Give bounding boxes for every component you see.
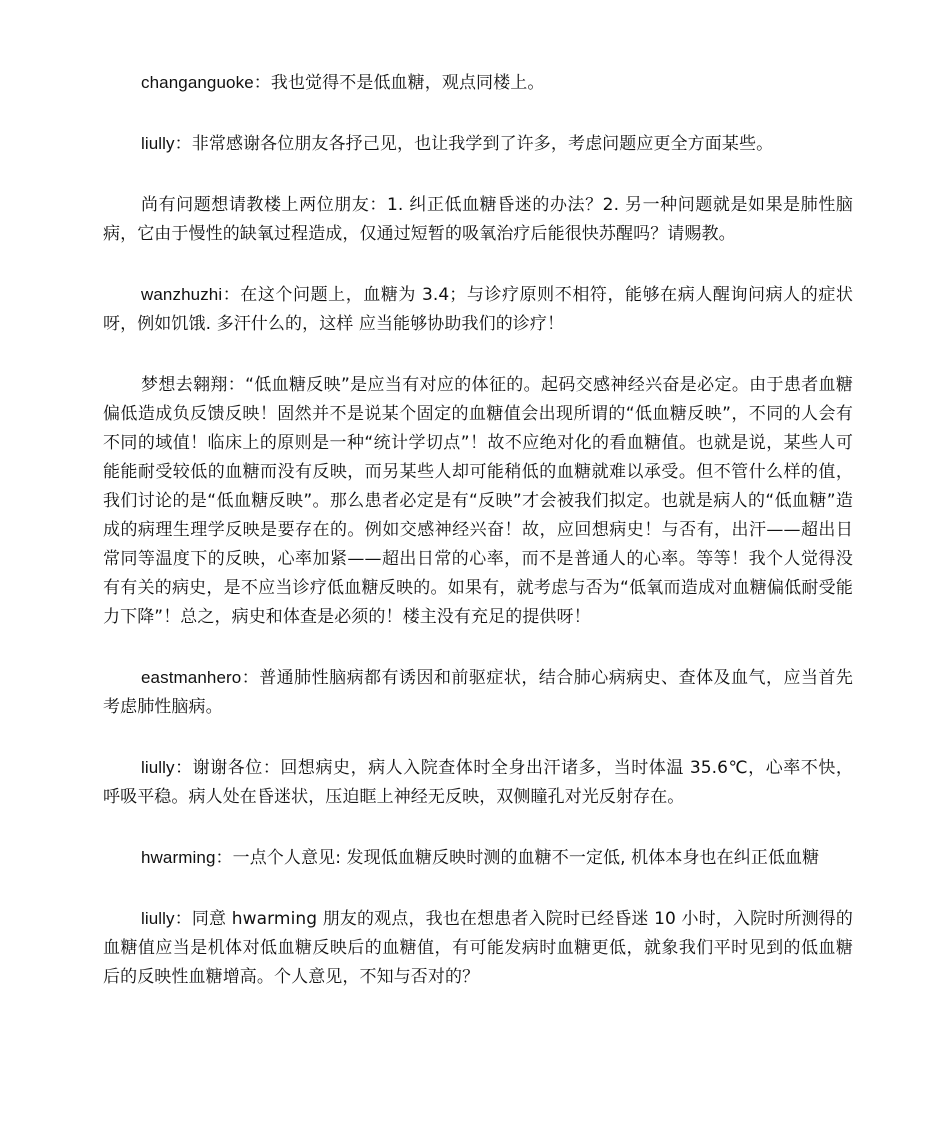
author-separator: ： <box>174 909 192 929</box>
post-text: 谢谢各位：回想病史，病人入院查体时全身出汗诸多，当时体温 35.6℃，心率不快，呼吸平稳。病人处在昏迷状，压迫眶上神经无反映，双侧瞳孔对光反射存在。 <box>103 758 853 807</box>
post-text: 非常感谢各位朋友各抒己见，也让我学到了许多，考虑问题应更全方面某些。 <box>191 134 774 154</box>
author-separator: ： <box>253 73 271 93</box>
post-5 <box>103 370 853 632</box>
post-author: liully <box>141 909 175 928</box>
post-text: 在这个问题上，血糖为 3.4；与诊疗原则不相符，能够在病人醒询问病人的症状呀，例如饥饿. 多汗什么的，这样 应当能够协助我们的诊疗！ <box>103 285 853 334</box>
author-separator: ： <box>241 668 260 688</box>
author-separator: ： <box>174 134 192 154</box>
forum-thread <box>103 68 853 1023</box>
post-text: “低血糖反映”是应当有对应的体征的。起码交感神经兴奋是必定。由于患者血糖偏低造成负反馈反映！固然并不是说某个固定的血糖值会出现所谓的“低血糖反映”，不同的人会有不同的域值！临床上的原则是一种“统计学切点”！故不应绝对化的看血糖值。也就是说，某些人可能能耐受较低的血糖而没有反映，而另某些人却可能稍低的血糖就难以承受。但不管什么样的值，我们讨论的是“低血糖反映”。那么患者必定是有“反映”才会被我们拟定。也就是病人的“低血糖”造成的病理生理学反映是要存在的。例如交感神经兴奋！故，应回想病史！与否有，出汗——超出日常同等温度下的反映，心率加紧——超出日常的心率，而不是普通人的心率。等等！我个人觉得没有有关的病史，是不应当诊疗低血糖反映的。如果有，就考虑与否为“低氧而造成对血糖偏低耐受能力下降”！总之，病史和体查是必须的！楼主没有充足的提供呀！ <box>103 375 854 627</box>
post-text: 尚有问题想请教楼上两位朋友：1. 纠正低血糖昏迷的办法？2. 另一种问题就是如果是肺性脑病，它由于慢性的缺氧过程造成，仅通过短暂的吸氧治疗后能很快苏醒吗？请赐教。 <box>103 195 853 244</box>
post-author: hwarming <box>141 848 216 867</box>
post-4 <box>103 280 853 339</box>
post-author: 梦想去翱翔 <box>141 375 228 394</box>
post-text: 一点个人意见: 发现低血糖反映时测的血糖不一定低, 机体本身也在纠正低血糖 <box>232 848 820 868</box>
post-7 <box>103 753 853 812</box>
post-8 <box>103 843 853 873</box>
post-author: eastmanhero <box>141 668 242 687</box>
author-separator: ： <box>215 848 233 868</box>
post-text: 普通肺性脑病都有诱因和前驱症状，结合肺心病病史、查体及血气，应当首先考虑肺性脑病。 <box>103 668 853 717</box>
post-2 <box>103 129 853 159</box>
post-author: wanzhuzhi <box>141 285 223 304</box>
author-separator: ： <box>174 758 193 778</box>
post-author: liully <box>141 758 175 777</box>
post-6 <box>103 663 853 722</box>
post-text: 同意 hwarming 朋友的观点，我也在想患者入院时已经昏迷 10 小时，入院时所测得的血糖值应当是机体对低血糖反映后的血糖值，有可能发病时血糖更低，就象我们平时见到的低血糖后的反映性血糖增高。个人意见，不知与否对的？ <box>103 909 853 987</box>
post-9 <box>103 904 853 992</box>
author-separator: ： <box>227 375 246 395</box>
post-author: liully <box>141 134 175 153</box>
post-text: 我也觉得不是低血糖，观点同楼上。 <box>270 73 545 93</box>
post-author: changanguoke <box>141 73 254 92</box>
post-1 <box>103 68 853 98</box>
post-3 <box>103 190 853 249</box>
author-separator: ： <box>222 285 241 305</box>
